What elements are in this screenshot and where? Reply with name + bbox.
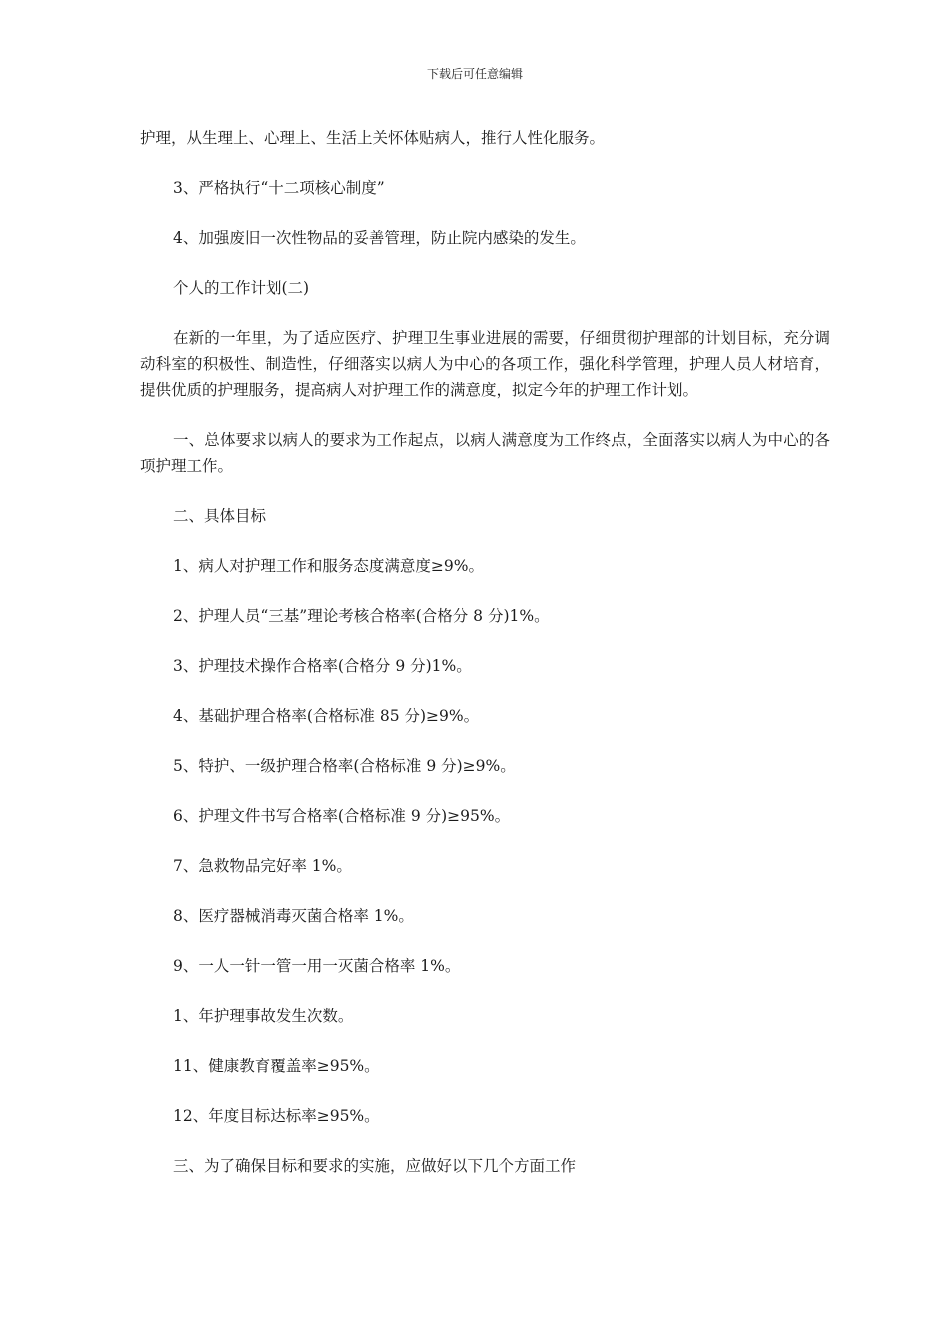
section-heading: 二、具体目标 — [173, 507, 267, 525]
document-body — [140, 125, 830, 1203]
list-item: 6、护理文件书写合格率(合格标准 9 分)≥95%。 — [173, 807, 511, 825]
list-item: 5、特护、一级护理合格率(合格标准 9 分)≥9%。 — [173, 757, 516, 775]
list-item: 11、健康教育覆盖率≥95%。 — [173, 1057, 380, 1075]
section-heading: 个人的工作计划(二) — [173, 279, 310, 297]
list-item: 7、急救物品完好率 1%。 — [173, 857, 352, 875]
list-item: 9、一人一针一管一用一灭菌合格率 1%。 — [173, 957, 461, 975]
paragraph: 4、加强废旧一次性物品的妥善管理，防止院内感染的发生。 — [173, 229, 586, 247]
list-item: 8、医疗器械消毒灭菌合格率 1%。 — [173, 907, 414, 925]
paragraph: 3、严格执行“十二项核心制度” — [173, 179, 385, 197]
list-item: 4、基础护理合格率(合格标准 85 分)≥9%。 — [173, 707, 480, 725]
list-item: 1、病人对护理工作和服务态度满意度≥9%。 — [173, 557, 484, 575]
paragraph: 在新的一年里，为了适应医疗、护理卫生事业进展的需要，仔细贯彻护理部的计划目标，充分调动科室的积极性、制造性，仔细落实以病人为中心的各项工作，强化科学管理，护理人员人材培育，提供优质的护理服务，提高病人对护理工作的满意度，拟定今年的护理工作计划。 — [140, 329, 830, 399]
list-item: 2、护理人员“三基”理论考核合格率(合格分 8 分)1%。 — [173, 607, 550, 625]
paragraph: 护理，从生理上、心理上、生活上关怀体贴病人，推行人性化服务。 — [140, 129, 606, 147]
paragraph: 一、总体要求以病人的要求为工作起点，以病人满意度为工作终点，全面落实以病人为中心的各项护理工作。 — [140, 431, 830, 475]
list-item: 12、年度目标达标率≥95%。 — [173, 1107, 380, 1125]
list-item: 1、年护理事故发生次数。 — [173, 1007, 354, 1025]
page-header: 下载后可任意编辑 — [426, 67, 523, 81]
section-heading: 三、为了确保目标和要求的实施，应做好以下几个方面工作 — [173, 1157, 577, 1175]
list-item: 3、护理技术操作合格率(合格分 9 分)1%。 — [173, 657, 472, 675]
